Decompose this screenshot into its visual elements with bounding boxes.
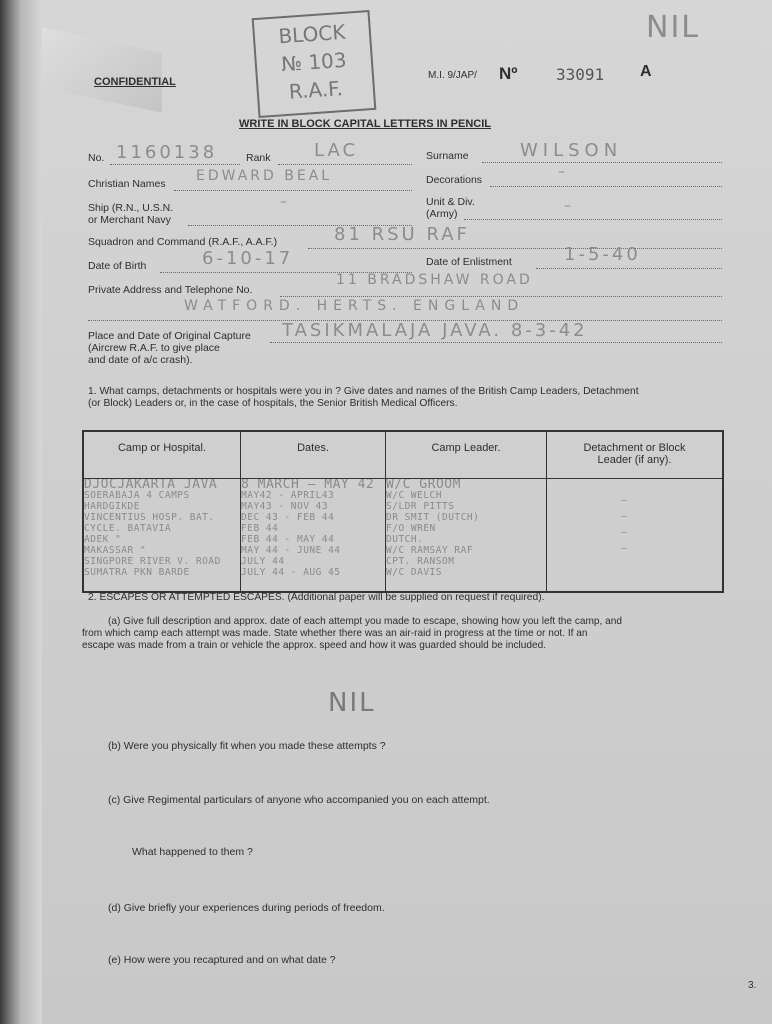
capture-line [270,342,722,343]
date-entry: FEB 44 - MAY 44 [241,534,335,545]
leader-entry: DR SMIT (DUTCH) [386,512,480,523]
corner-nil-note: NIL [646,10,701,45]
unit-label-line1: Unit & Div. [426,196,475,208]
address-line-1 [280,296,722,297]
surname-line [482,162,722,163]
unit-label-line2: (Army) [426,208,458,220]
enlistment-value: 1-5-40 [564,244,641,265]
camp-entry: VINCENTIUS HOSP. BAT. [84,512,215,523]
form-suffix: A [640,63,652,80]
q2a-line1: (a) Give full description and approx. date of each attempt you made to escape, showing how you left the camp, and [108,616,622,627]
unit-value: – [564,198,574,214]
dates-column [241,479,386,593]
date-entry: FEB 44 [241,523,279,534]
q2-title: 2. ESCAPES OR ATTEMPTED ESCAPES. (Additional paper will be supplied on request if required). [88,592,545,603]
leader-entry: W/C RAMSAY RAF [386,545,474,556]
surname-value: WILSON [520,140,623,161]
enlistment-label: Date of Enlistment [426,256,512,268]
q2d: (d) Give briefly your experiences during periods of freedom. [108,902,385,914]
table-row [83,479,723,593]
address-label: Private Address and Telephone No. [88,284,253,296]
number-mark: Nº [499,64,518,83]
date-entry: DEC 43 - FEB 44 [241,512,335,523]
ship-label-line2: or Merchant Navy [88,214,171,226]
enlistment-line [536,268,722,269]
detachment-entry: – [621,495,628,506]
squadron-value: 81 RSU RAF [334,224,470,245]
rank-label: Rank [246,152,271,164]
page-mark: 3. [748,980,757,991]
surname-label: Surname [426,150,469,162]
header-camp-leader: Camp Leader. [386,431,547,479]
date-entry: MAY43 - NOV 43 [241,501,329,512]
date-entry: MAY42 - APRIL43 [241,490,335,501]
q2c: (c) Give Regimental particulars of anyone who accompanied you on each attempt. [108,794,490,806]
dob-value: 6-10-17 [202,248,294,269]
camp-entry: SOERABAJA 4 CAMPS [84,490,190,501]
capture-label-line2: (Aircrew R.A.F. to give place [88,342,220,354]
stamp-line-1: BLOCK [277,19,347,49]
detachment-entry: – [621,543,628,554]
leader-entry: CPT. RANSOM [386,556,455,567]
date-entry: JULY 44 - AUG 45 [241,567,341,578]
q2e: (e) How were you recaptured and on what date ? [108,954,336,966]
block-capitals-instruction: WRITE IN BLOCK CAPITAL LETTERS IN PENCIL [239,118,491,130]
camp-entry: SUMATRA PKN BARDE [84,567,190,578]
table-header-row [83,431,723,479]
dob-label: Date of Birth [88,260,147,272]
capture-value: TASIKMALAJA JAVA. 8-3-42 [282,320,588,341]
header-dates: Dates. [241,431,386,479]
christian-names-label: Christian Names [88,178,166,190]
stamp-line-3: R.A.F. [288,76,344,104]
q2a-line2: from which camp each attempt was made. State whether there was an air-raid in progress at the time or not. If an [82,628,588,639]
ship-value: – [280,194,290,210]
page-edge-inner [22,0,43,1024]
detachment-entry: – [621,511,628,522]
document-sheet [42,0,772,1024]
paper-clip-fold [42,27,162,113]
camp-first: DJOCJAKARTA JAVA [84,479,218,490]
camp-entry: SINGPORE RIVER V. ROAD [84,556,221,567]
no-line [110,164,240,165]
leader-first: W/C GROOM [386,479,461,490]
no-value: 1160138 [116,142,218,163]
q1-line2: (or Block) Leaders or, in the case of hospitals, the Senior British Medical Officers. [88,398,458,409]
address-value-2: WATFORD. HERTS. ENGLAND [184,298,525,314]
leaders-column [386,479,547,593]
address-value-1: 11 BRADSHAW ROAD [336,272,533,288]
decorations-value: – [558,164,568,180]
rank-value: LAC [314,140,359,161]
rank-line [278,164,412,165]
leader-entry: W/C DAVIS [386,567,442,578]
stamp-line-2: № 103 [280,47,348,77]
date-entry: MAY 44 - JUNE 44 [241,545,341,556]
camps-column [83,479,241,593]
squadron-label: Squadron and Command (R.A.F., A.A.F.) [88,236,278,248]
block-stamp [252,10,377,118]
form-number: 33091 [556,65,605,84]
no-label: No. [88,152,105,164]
squadron-line [308,248,722,249]
camp-entry: MAKASSAR " [84,545,147,556]
q2b: (b) Were you physically fit when you made these attempts ? [108,740,386,752]
leader-entry: S/LDR PITTS [386,501,455,512]
page-edge-left [0,0,22,1024]
date-first: 8 MARCH – MAY 42 [241,479,375,490]
camp-entry: HARDGIKDE [84,501,140,512]
q1-line1: 1. What camps, detachments or hospitals were you in ? Give dates and names of the British Camp Leaders, Detachment [88,386,639,397]
leader-entry: DUTCH. [386,534,424,545]
camps-table [82,430,724,593]
leader-entry: W/C WELCH [386,490,442,501]
date-entry: JULY 44 [241,556,285,567]
decorations-line [490,186,722,187]
escape-answer: NIL [328,688,376,718]
header-camp: Camp or Hospital. [83,431,241,479]
christian-names-line [174,190,412,191]
header-detachment: Detachment or Block Leader (if any). [547,431,724,479]
q2a-line3: escape was made from a train or vehicle the approx. speed and how it was guarded should be included. [82,640,547,651]
detachment-column [547,479,724,593]
unit-line [464,219,722,220]
detachment-entry: – [621,527,628,538]
confidential-label: CONFIDENTIAL [94,76,176,88]
camp-entry: CYCLE. BATAVIA [84,523,172,534]
q2c-followup: What happened to them ? [132,846,253,858]
decorations-label: Decorations [426,174,483,186]
christian-names-value: EDWARD BEAL [196,168,333,184]
form-reference: M.I. 9/JAP/ [428,70,477,81]
leader-entry: F/O WREN [386,523,436,534]
ship-label-line1: Ship (R.N., U.S.N. [88,202,174,214]
camp-entry: ADEK " [84,534,122,545]
capture-label-line1: Place and Date of Original Capture [88,330,251,342]
capture-label-line3: and date of a/c crash). [88,354,193,366]
